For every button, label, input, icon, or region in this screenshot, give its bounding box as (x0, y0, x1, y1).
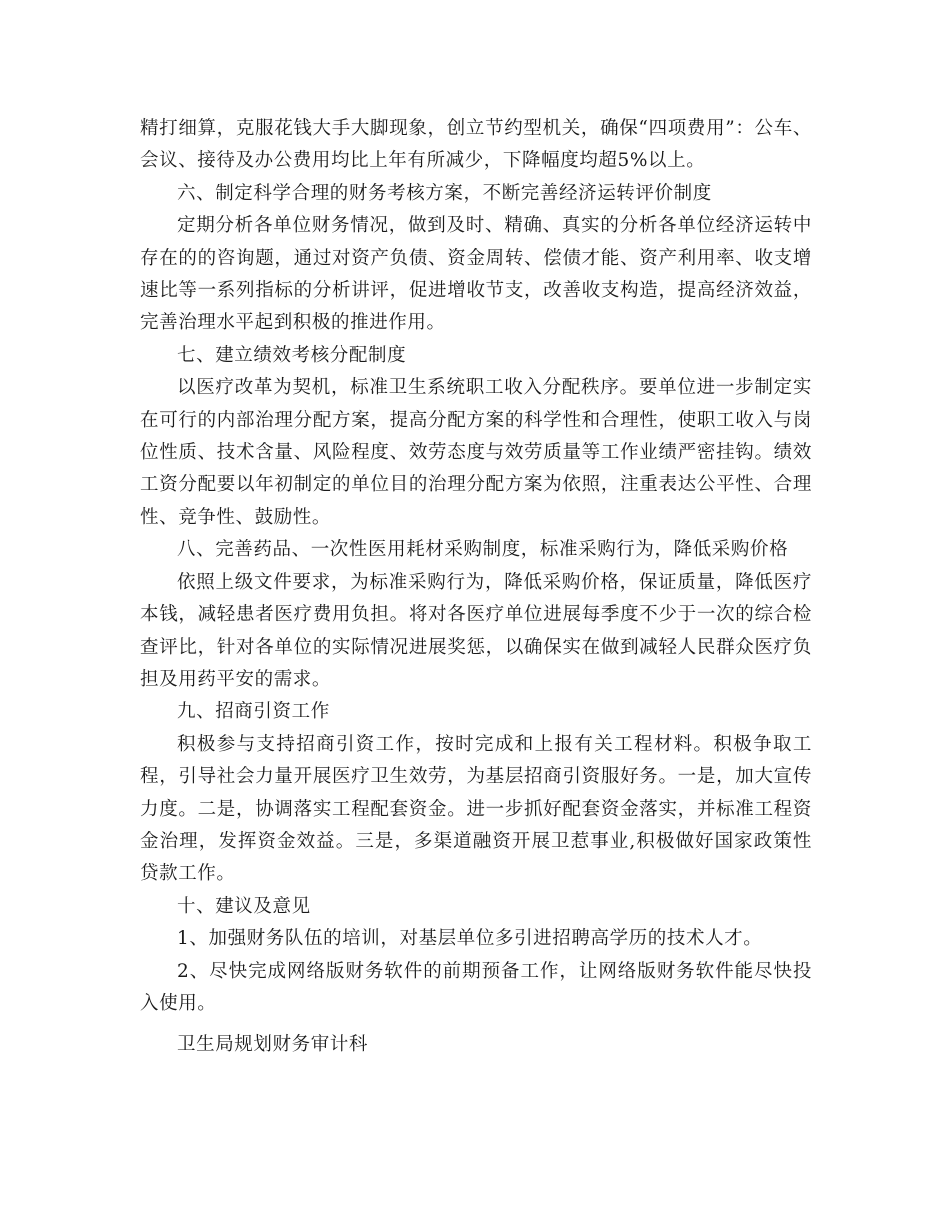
heading-section-7: 七、建立绩效考核分配制度 (177, 344, 407, 366)
suggestion-item-2: 2、尽快完成网络版财务软件的前期预备工作，让网络版财务软件能尽快投入使用。 (140, 960, 812, 1014)
heading-section-9: 九、招商引资工作 (177, 701, 330, 723)
document-page (140, 113, 812, 1062)
paragraph-section-6: 定期分析各单位财务情况，做到及时、精确、真实的分析各单位经济运转中存在的的咨询题，通过对资产负债、资金周转、偿债才能、资产利用率、收支增速比等一系列指标的分析讲评，促进增收节支，改善收支构造，提高经济效益，完善治理水平起到积极的推进作用。 (140, 215, 812, 334)
paragraph-continuation: 精打细算，克服花钱大手大脚现象，创立节约型机关，确保“四项费用”：公车、会议、接待及办公费用均比上年有所减少，下降幅度均超5%以上。 (140, 118, 812, 172)
signature-line: 卫生局规划财务审计科 (177, 1034, 369, 1056)
heading-section-8: 八、完善药品、一次性医用耗材采购制度，标准采购行为，降低采购价格 (177, 539, 789, 561)
paragraph-section-7: 以医疗改革为契机，标准卫生系统职工收入分配秩序。要单位进一步制定实在可行的内部治理分配方案，提高分配方案的科学性和合理性，使职工收入与岗位性质、技术含量、风险程度、效劳态度与效劳质量等工作业绩严密挂钩。绩效工资分配要以年初制定的单位目的治理分配方案为依照，注重表达公平性、合理性、竞争性、鼓励性。 (140, 377, 812, 528)
heading-section-6: 六、制定科学合理的财务考核方案，不断完善经济运转评价制度 (177, 182, 712, 204)
heading-section-10: 十、建议及意见 (177, 895, 311, 917)
paragraph-section-9: 积极参与支持招商引资工作，按时完成和上报有关工程材料。积极争取工程，引导社会力量开展医疗卫生效劳，为基层招商引资服好务。一是，加大宣传力度。二是，协调落实工程配套资金。进一步抓好配套资金落实，并标准工程资金治理，发挥资金效益。三是，多渠道融资开展卫惹事业,积极做好国家政策性贷款工作。 (140, 733, 812, 885)
suggestion-item-1: 1、加强财务队伍的培训，对基层单位多引进招聘高学历的技术人才。 (177, 928, 763, 950)
paragraph-section-8: 依照上级文件要求，为标准采购行为，降低采购价格，保证质量，降低医疗本钱，减轻患者医疗费用负担。将对各医疗单位进展每季度不少于一次的综合检查评比，针对各单位的实际情况进展奖惩，以确保实在做到减轻人民群众医疗负担及用药平安的需求。 (140, 571, 812, 690)
